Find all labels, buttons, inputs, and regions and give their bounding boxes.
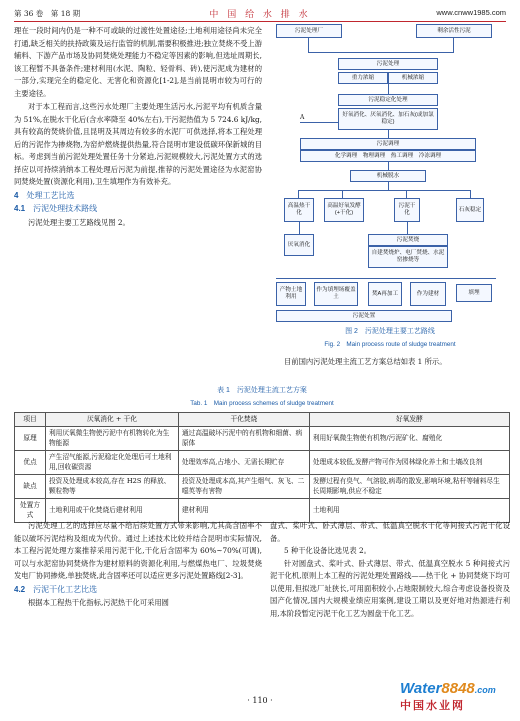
- table-row: [15, 450, 510, 474]
- section-heading-4-2: 4.2 污泥干化工艺比选: [14, 584, 98, 594]
- table-1: [14, 412, 510, 523]
- box-thermal-drying: 高温热干化: [284, 198, 314, 222]
- box-conditioning-options: 化学调理 物理调理 热工调理 冷冻调理: [300, 150, 476, 162]
- table-row: [15, 426, 510, 450]
- label-a: A: [300, 114, 305, 121]
- table-row: [15, 474, 510, 498]
- table-cell: 原理: [15, 426, 46, 450]
- box-excess-sludge: 剩余活性污泥: [416, 24, 492, 38]
- box-land-use: 产物土地利用: [276, 282, 306, 306]
- watermark-site-name: 中国水业网: [400, 700, 465, 712]
- right-intro: [270, 356, 510, 369]
- table-cell: 优点: [15, 450, 46, 474]
- table-header: 厌氧消化 + 干化: [46, 413, 179, 427]
- table-cell: 处理效率高,占地小、无需长期贮存: [178, 450, 309, 474]
- table-header: 项目: [15, 413, 46, 427]
- box-gravity-thickening: 重力浓缩: [338, 72, 388, 84]
- box-conditioning: 污泥调理: [300, 138, 476, 150]
- table-header: 干化焚烧: [178, 413, 309, 427]
- paragraph: 污泥处理工艺的选择应尽量不给后续处置方式带来影响,尤其高含固率不能以破坏污泥结构及组成为代价。通过上述技术比较并结合昆明市实际情况,本工程污泥处理方案推荐采用污泥干化,干化后含固率为 60%~70%(可调),可以与水泥窑协同焚烧作为建材原料的资源化利用,与燃煤热电厂、垃圾焚烧发电厂协同掺烧,单独焚烧,此含固率还可以适应更多污泥处置路线[2-3]。: [14, 521, 262, 580]
- table-cell: 发酵过程有臭气、气溶胶,病毒的散发,影响环境,粘杆等辅料尽生长周期影响,供应不稳定: [309, 474, 509, 498]
- box-incineration-options: 自建焚烧炉、电厂焚烧、水泥窑掺烧等: [368, 246, 448, 268]
- box-mech-dewatering: 机械脱水: [350, 170, 426, 182]
- box-sludge-disposal: 污泥处置: [276, 310, 452, 322]
- table-cell: 利用厌氧微生物使污泥中有机物转化为生物能源: [46, 426, 179, 450]
- table-cell: 投资及处理成本较高,存在 H2S 的释放、颗粒物等: [46, 474, 179, 498]
- running-header: [14, 6, 506, 20]
- paragraph: 针对圆盘式、桨叶式、卧式薄层、带式、低温真空脱水 5 种间接式污泥干化机,原则上本工程的污泥处理处置路线——热干化 + 协同焚烧下均可以使用,但拟选厂址狭长,可用面积较小,占地限制较大,综合考虑设备投资及国产化情况,国内大规模业绩应用案例,建设工期以及更好地对热源进行利用,本阶段暂定污泥干化工艺为圆盘干化工艺。: [270, 558, 510, 618]
- box-anaerobic-digestion: 厌氧消化: [284, 234, 314, 256]
- box-building-material: 作为建材: [410, 282, 446, 306]
- box-plant: 污泥处理厂: [276, 24, 342, 38]
- box-ash-reprocessing: 焚A再加工: [368, 282, 402, 306]
- figure-2-flowchart: [270, 22, 510, 352]
- table-row: [15, 498, 510, 522]
- table-header: 好氧发酵: [309, 413, 509, 427]
- table-cell: 投资及处理成本高,其产生烟气、灰飞、二噁英等有害物: [178, 474, 309, 498]
- volume-issue: 第 36 卷 第 18 期: [14, 9, 81, 18]
- box-mech-thickening: 机械浓缩: [388, 72, 438, 84]
- section-heading-4: 4 处理工艺比选: [14, 190, 75, 200]
- table-cell: 处置方式: [15, 498, 46, 522]
- journal-website: www.cnww1985.com: [436, 8, 506, 17]
- box-landfill-cover: 作为填埋场覆盖土: [314, 282, 358, 306]
- box-stabilization: 污泥稳定化处理: [338, 94, 438, 106]
- page-number: · 110 ·: [247, 696, 273, 705]
- box-incineration: 污泥焚烧: [368, 234, 448, 246]
- paragraph: 理在一段时间内仍是一种不可或缺的过渡性处置途径;土地利用途径尚未完全打通,缺乏相关的扶持政策及运行监管的机制,需要积极推进;独立焚烧不受上游辅料、下游产品市场及协同焚烧处理能力不稳定等因素的影响,但选址周期长,该工程暂不具备条件;建材利用(水泥、陶粒、轻骨料、砖),使污泥成为建材的一部分,实现完全的稳定化、无害化和资源化[1-2],是当前昆明市较为可行的主要途径。: [14, 26, 262, 98]
- box-lime-stabilization: 石灰稳定: [456, 198, 484, 222]
- paragraph: 5 种干化设备比选见表 2。: [284, 546, 371, 555]
- table-cell: 建材利用: [178, 498, 309, 522]
- box-sludge-treatment: 污泥处理: [338, 58, 438, 70]
- paragraph: 对于本工程而言,这些污水处理厂主要处理生活污水,污泥平均有机质含量为 51%,在脱水干化后(含水率降至 40%左右),干污泥热值为 5 724.6 kJ/kg,具有较高的焚烧价值,且昆明及其周边有较多的水泥厂可供选择,将本工程处理后的污泥作为掺烧物,为窑炉燃烧提供热量,符合昆明市建设低碳环保新城的目标。考虑到当前污泥处理处置任务十分紧迫,污泥规模较大,污泥处置方式的选择应以可持续消纳本工程处理后污泥为前提,推荐的污泥处置途径为水泥窑协同焚烧处置(资源化利用),卫生填埋作为有效补充。: [14, 102, 262, 186]
- paragraph: 目前国内污泥处理主流工艺方案总结如表 1 所示。: [284, 357, 447, 366]
- paragraph: 盘式、桨叶式、卧式薄层、带式、低温真空脱水干化等间接式污泥干化设备。: [270, 521, 510, 543]
- figure-2-caption-en: Fig. 2 Main process route of sludge treatment: [324, 341, 456, 348]
- journal-title: 中 国 给 水 排 水: [209, 10, 311, 20]
- paragraph: 污泥处理主要工艺路线见图 2。: [28, 217, 130, 227]
- box-stabilization-options: 好氧消化、厌氧消化、加石灰(或加氯稳定): [338, 108, 438, 130]
- bottom-right-column: [270, 520, 510, 620]
- table-1-caption: 表 1 污泥处理主流工艺方案: [217, 387, 307, 394]
- bottom-left-column: [14, 520, 262, 610]
- table-cell: 利用好氧微生物使有机物/污泥矿化、腐殖化: [309, 426, 509, 450]
- table-cell: 处理成本较低,发酵产物可作为园林绿化养土和土壤改良剂: [309, 450, 509, 474]
- figure-2-caption: 图 2 污泥处理主要工艺路线: [345, 328, 435, 335]
- table-cell: 产生沼气能源,污泥稳定化处理后可土地利用,回收碳资源: [46, 450, 179, 474]
- table-cell: 土地利用或干化焚烧后建材利用: [46, 498, 179, 522]
- table-cell: 土地利用: [309, 498, 509, 522]
- table-cell: 通过高温破坏污泥中的有机物和细菌、病原体: [178, 426, 309, 450]
- left-column-top: [14, 25, 262, 229]
- section-heading-4-1: 4.1 污泥处理技术路线: [14, 204, 98, 213]
- table-1-caption-en: Tab. 1 Main process schemes of sludge treatment: [190, 400, 334, 407]
- box-aerobic-fermentation: 高温好氧发酵(+干化): [324, 198, 364, 222]
- box-sludge-drying: 污泥干化: [394, 198, 420, 222]
- paragraph: 根据本工程热干化指标,污泥热干化可采用圆: [28, 598, 169, 607]
- watermark-wordmark: Water8848.com: [400, 680, 496, 697]
- table-cell: 缺点: [15, 474, 46, 498]
- table-header-row: [15, 413, 510, 427]
- watermark-logo: [400, 680, 508, 714]
- box-landfill: 填埋: [456, 284, 492, 302]
